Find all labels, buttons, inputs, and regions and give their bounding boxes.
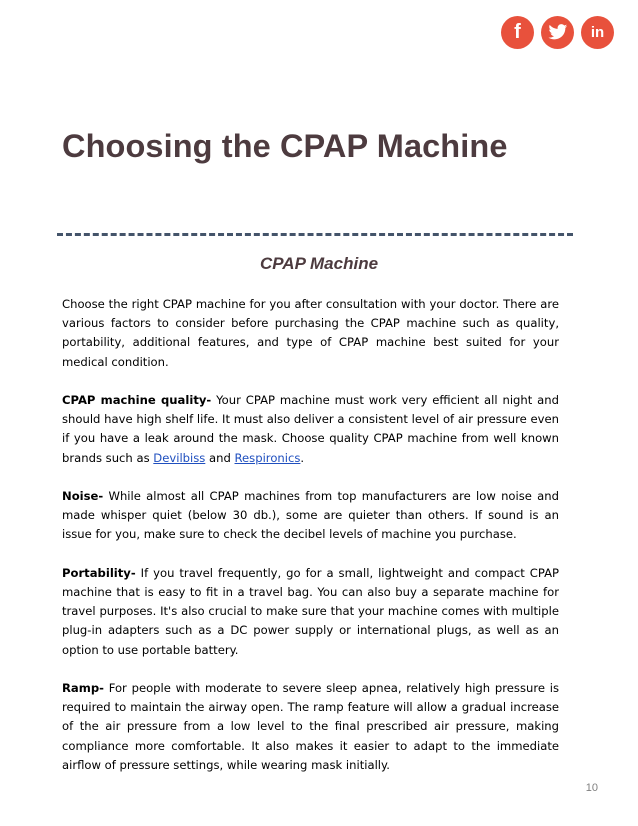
twitter-bird-icon[interactable] <box>541 16 574 49</box>
ramp-text: For people with moderate to severe sleep apnea, relatively high pressure is required to maintain the airway open. The ramp feature will allow a gradual increase of the air pressure from a low level to the final prescribed air pressure, making compliance more comfortable. It also makes it easier to adapt to the immediate airflow of pressure settings, while wearing mask initially. <box>62 681 559 772</box>
facebook-icon[interactable] <box>501 16 534 49</box>
devilbiss-link[interactable]: Devilbiss <box>153 450 206 465</box>
social-links <box>501 16 614 49</box>
linkedin-icon[interactable] <box>581 16 614 49</box>
page-title: Choosing the CPAP Machine <box>62 128 508 164</box>
respironics-link[interactable]: Respironics <box>234 450 301 465</box>
noise-label: Noise- <box>62 489 104 503</box>
page-number: 10 <box>585 782 598 794</box>
twitter-bird-glyph <box>548 24 568 41</box>
portability-label: Portability- <box>62 565 136 580</box>
quality-text: Your CPAP machine must work very efficient all night and should have high shelf life. It must also deliver a consistent level of air pressure even if you have a leak around the mask. Choose quality CPAP machine from well known brands such as <box>62 393 559 465</box>
ramp-label: Ramp- <box>62 681 104 695</box>
quality-label: CPAP machine quality- <box>62 393 212 407</box>
noise-text: While almost all CPAP machines from top manufacturers are low noise and made whisper quiet (below 30 db.), some are quieter than others. If sound is an issue for you, make sure to check the decibel levels of machine you purchase. <box>62 489 559 542</box>
facebook-label: f <box>514 21 521 43</box>
noise-paragraph <box>62 487 559 545</box>
quality-end: . <box>300 450 305 465</box>
intro-paragraph: Choose the right CPAP machine for you after consultation with your doctor. There are various factors to consider before purchasing the CPAP machine such as quality, portability, additional features, and type of CPAP machine best suited for your medical condition. <box>62 297 559 369</box>
portability-paragraph <box>62 564 559 660</box>
linkedin-label: in <box>590 24 605 41</box>
quality-paragraph <box>62 391 559 468</box>
body-text <box>62 295 559 794</box>
portability-text: If you travel frequently, go for a small, lightweight and compact CPAP machine that is easy to fit in a travel bag. You can also buy a separate machine for travel purposes. It's also crucial to make sure that your machine comes with multiple plug-in adapters such as a DC power supply or international plugs, as well as an option to use portable battery. <box>62 565 559 657</box>
section-subtitle: CPAP Machine <box>259 254 379 273</box>
dashed-divider <box>57 233 573 236</box>
ramp-paragraph <box>62 679 559 775</box>
quality-and: and <box>205 450 235 465</box>
